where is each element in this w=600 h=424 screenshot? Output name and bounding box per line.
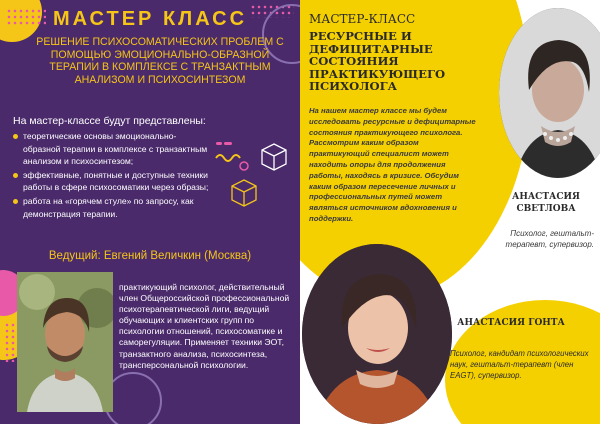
list-item (13, 169, 213, 194)
cube-outline-icon (262, 144, 286, 170)
list-item-text: теоретические основы эмоционально-образной терапии в комплексе с транзактным анализом и психосинтезом; (23, 131, 208, 167)
section-label: МАСТЕР-КЛАСС (309, 12, 416, 26)
page-title: МАСТЕР КЛАСС (52, 8, 248, 30)
bullet-dot-icon (13, 173, 18, 178)
presenter-photo (17, 272, 113, 412)
subtitle: РЕШЕНИЕ ПСИХОСОМАТИЧЕСКИХ ПРОБЛЕМ С ПОМОЩЬЮ ЭМОЦИОНАЛЬНО-ОБРАЗНОЙ ТЕРАПИИ В КОМПЛЕКСЕ С ТРАНЗАКТНЫМ АНАЛИЗОМ И ПСИХОСИНТЕЗОМ (36, 36, 284, 86)
presenter-heading: Ведущий: Евгений Величкин (Москва) (48, 250, 252, 262)
bullet-list (13, 130, 213, 221)
presenter-description: Психолог, гештальт-терапевт, супервизор. (505, 229, 594, 249)
cube-outline-icon (232, 180, 256, 206)
list-item (13, 130, 213, 168)
section-title: РЕСУРСНЫЕ И ДЕФИЦИТАРНЫЕ СОСТОЯНИЯ ПРАКТИКУЮЩЕГО ПСИХОЛОГА (309, 29, 446, 94)
list-item (13, 195, 213, 220)
list-item-text: эффективные, понятные и доступные техники работы в сфере психосоматики через образы; (23, 169, 209, 193)
presenter-name: АНАСТАСИЯ СВЕТЛОВА (512, 192, 580, 214)
list-item-text: работа на «горячем стуле» по запросу, как демонстрация терапии. (23, 195, 194, 219)
bullet-dot-icon (13, 134, 18, 139)
person-portrait-icon (17, 272, 113, 412)
pink-dash-icon (216, 142, 232, 145)
presenter-bio: практикующий психолог, действительный член Общероссийской профессиональной психотерапевтической лиги, ведущий обучающих и клиентских групп по психологии отношений, психосоматике и саморегуляции. Применяет техники ЭОТ, транзактного анализа, психосинтеза, трансперсональной психологии. (119, 282, 290, 370)
person-portrait-icon (302, 244, 452, 424)
circle-icon (240, 162, 248, 170)
presenter-photo (302, 244, 452, 424)
section-description: На нашем мастер классе мы будем исследовать ресурсные и дефицитарные состояния практикующего психолога. Рассмотрим каким образом практикующий специалист может находить опоры для продолжения работы, находясь в кризисе. Обсудим каким образом пересечение личных и профессиональных путей может являться источником вдохновения и поддержки. (309, 106, 476, 223)
presenter-description: Психолог, кандидат психологических наук, гештальт-терапевт (член EAGT), супервизор. (450, 349, 589, 380)
wave-icon (216, 155, 240, 161)
bullet-dot-icon (13, 199, 18, 204)
presenter-name: АНАСТАСИЯ ГОНТА (457, 318, 565, 328)
intro-text: На мастер-классе будут представлены: (13, 115, 206, 127)
geometric-decoration (214, 136, 294, 216)
right-panel (300, 0, 600, 424)
